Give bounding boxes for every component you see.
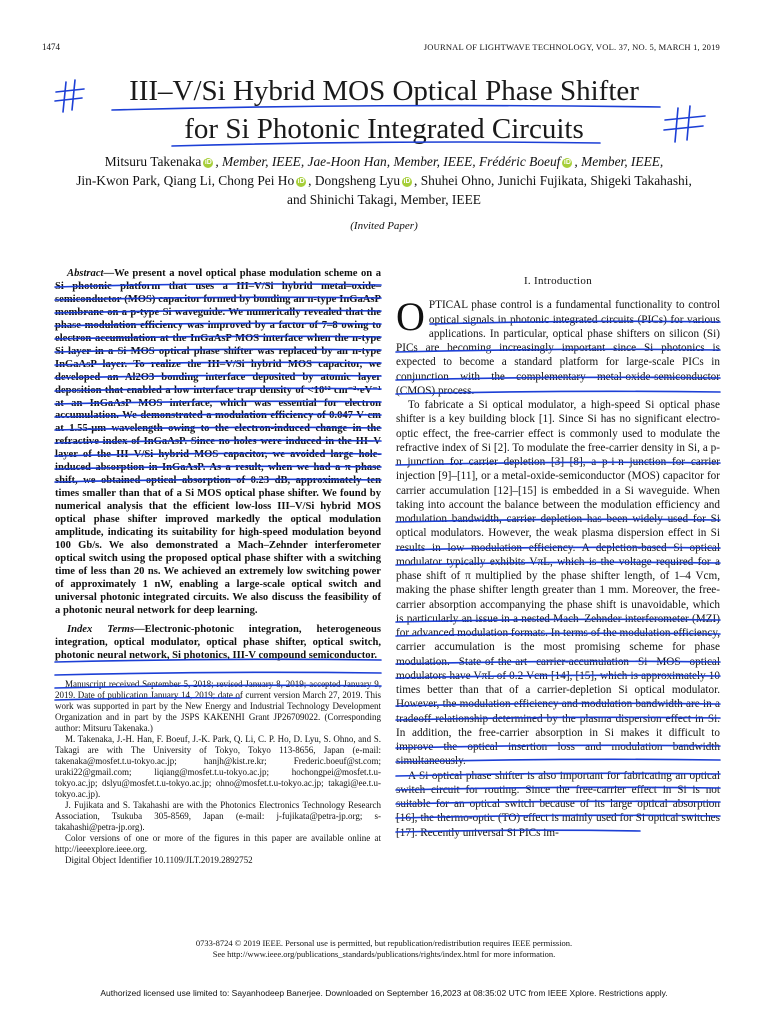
orcid-icon[interactable]: iD: [563, 159, 571, 166]
right-column: [396, 274, 720, 840]
author-line-2: Jin-Kwon Park, Qiang Li, Chong Pei Ho iD , Dongsheng Lyu iD , Shuhei Ohno, Junichi Fujikata, Shigeki Takahashi,: [76, 173, 692, 188]
author-list: [50, 152, 718, 209]
index-terms-label: Index Terms: [67, 623, 134, 635]
author-line-3: and Shinichi Takagi, Member, IEEE: [287, 192, 481, 207]
page-number: 1474: [42, 42, 60, 52]
invited-label: (Invited Paper): [350, 220, 418, 232]
abstract-label: Abstract: [67, 268, 104, 279]
copyright-footer: [0, 938, 768, 960]
footnote: Manuscript received September 5, 2018; revised January 8, 2019; accepted January 9, 2019. Date of publication January 14, 2019; date of current version March 27, 2019. This work was supported in part by the New Energy and Industrial Technology Development Organization and in part by the JSPS KAKENHI Grant JP26709022. (Corresponding author: Mitsuru Takenaka.): [55, 678, 381, 733]
author-line-1: Mitsuru Takenaka iD , Member, IEEE, Jae-Hoon Han, Member, IEEE, Frédéric Boeuf iD , Member, IEEE,: [104, 154, 664, 169]
paper-title: [0, 72, 768, 148]
footnote: J. Fujikata and S. Takahashi are with the Photonics Electronics Technology Research Association, Tsukuba 305-8569, Japan (e-mail: j-fujikata@petra-jp.org; s-takahashi@petra-jp.org).: [55, 799, 381, 832]
copyright-line-2: See http://www.ieee.org/publications_standards/publications/rights/index.html for more information.: [212, 949, 556, 959]
left-column: [55, 268, 381, 866]
orcid-icon[interactable]: iD: [297, 178, 305, 185]
footnote: Color versions of one or more of the figures in this paper are available online at http://ieeexplore.ieee.org.: [55, 832, 381, 854]
section-heading: I. Introduction: [523, 275, 593, 287]
journal-header: JOURNAL OF LIGHTWAVE TECHNOLOGY, VOL. 37, NO. 5, MARCH 1, 2019: [423, 42, 720, 52]
orcid-icon[interactable]: iD: [403, 178, 411, 185]
abstract: [55, 268, 381, 618]
footnotes: [55, 679, 381, 866]
copyright-line-1: 0733-8724 © 2019 IEEE. Personal use is permitted, but republication/redistribution requires IEEE permission.: [195, 938, 573, 948]
paragraph: PTICAL phase control is a fundamental functionality to control optical signals in photonic integrated circuits (PICs) for various applications. In particular, optical phase shifters on silicon (Si) PICs are becoming increasingly important since Si photonics is expected to become a standard platform for large-scale PICs in conjunction with the complementary metal-oxide-semiconductor (CMOS) process.: [396, 299, 720, 397]
index-terms: [55, 624, 381, 663]
license-notice: Authorized licensed use limited to: Sayanhodeep Banerjee. Downloaded on September 16,2023 at 08:35:02 UTC from IEEE Xplore. Restrictions apply.: [100, 988, 668, 998]
paragraph: To fabricate a Si optical modulator, a high-speed Si optical phase shifter is a key building block [1]. Since Si has no significant electro-optic effect, the free-carrier effect is commonly used to modulate the refractive index of Si [2]. To modulate the free-carrier density in Si, a p-n junction for carrier depletion [3]–[8], a p-i-n junction for carrier injection [9]–[11], or a metal-oxide-semiconductor (MOS) capacitor for carrier accumulation [12]–[15] is embedded in a Si waveguide. When taking into account the balance between the modulation efficiency and modulation bandwidth, carrier depletion has been widely used for Si optical modulators. However, the weak plasma dispersion effect in Si results in low modulation efficiency. A depletion-based Si optical modulator typically exhibits VπL, which is the voltage required for a phase shift of π multiplied by the phase shifter length, of 1–4 Vcm, making the phase shifter length greater than 1 mm. Moreover, the free-carrier absorption accompanying the phase shift is unavoidable, which is particularly an issue in a nested Mach–Zehnder interferometer (MZI) for advanced modulation formats. In terms of the modulation efficiency, carrier accumulation is the most promising scheme for phase modulation. State-of-the-art carrier-accumulation Si MOS optical modulators have VπL of 0.2 Vcm [14], [15], which is approximately 10 times better than that of a carrier-depletion Si optical modulator. However, the modulation efficiency and modulation bandwidth are in a tradeoff relationship determined by the plasma dispersion effect in Si. In addition, the free-carrier absorption in Si makes it difficult to improve the optical insertion loss and modulation bandwidth simultaneously.: [396, 399, 720, 768]
title-line-1: III–V/Si Hybrid MOS Optical Phase Shifter: [129, 75, 639, 107]
footnote: Digital Object Identifier 10.1109/JLT.2019.2892752: [65, 854, 253, 865]
paragraph: A Si optical phase shifter is also important for fabricating an optical switch circuit for routing. Since the free-carrier effect in Si is not suitable for an optical switch because of its large optical absorption [16], the thermo-optic (TO) effect is mainly used for Si optical switches [17]. Recently universal Si PICs im-: [396, 769, 720, 839]
footnote: M. Takenaka, J.-H. Han, F. Boeuf, J.-K. Park, Q. Li, C. P. Ho, D. Lyu, S. Ohno, and S. Takagi are with The University of Tokyo, Tokyo 113-8656, Japan (e-mail: takenaka@mosfet.t.u-tokyo.ac.jp; hanjh@kist.re.kr; Frederic.boeuf@st.com; uraki22@gmail.com; liqiang@mosfet.t.u-tokyo.ac.jp; hochongpei@mosfet.t.u-tokyo.ac.jp; dslyu@mosfet.t.u-tokyo.ac.jp; ohno@mosfet.t.u-tokyo.ac.jp; takagi@ee.t.u-tokyo.ac.jp).: [55, 733, 381, 799]
drop-cap: O: [396, 294, 425, 340]
orcid-icon[interactable]: iD: [204, 159, 212, 166]
title-line-2: for Si Photonic Integrated Circuits: [184, 113, 584, 145]
abstract-text: —We present a novel optical phase modulation scheme on a Si photonic platform that uses a III–V/Si hybrid metal–oxide–semiconductor (MOS) capacitor formed by bonding an n-type InGaAsP membrane on a p-type Si waveguide. We numerically revealed that the phase modulation efficiency was improved by a factor of 7–8 owing to electron accumulation at the InGaAsP MOS interface when the n-type Si layer in a Si MOS optical phase shifter was replaced by an n-type InGaAsP layer. To realize the III–V/Si hybrid MOS capacitor, we developed an Al2O3 bonding interface deposited by atomic layer deposition that enabled a low interface trap density of <10¹² cm⁻²·eV⁻¹ at an InGaAsP MOS interface, which was essential for electron accumulation. We demonstrated a modulation efficiency of 0.047 V·cm at 1.55-μm wavelength owing to the electron-induced change in the refractive index of InGaAsP. Since no holes were induced in the III–V layer of the III–V/Si hybrid MOS capacitor, we avoided large hole-induced absorption in InGaAsP. As a result, when we had a π phase shift, we obtained optical absorption of 0.23 dB, approximately ten times smaller than that of a Si MOS optical phase shifter. We found by numerical analysis that the efficient low-loss III–V/Si hybrid MOS optical phase shifter improved markedly the optical modulation amplitude, indicating its suitability for high-speed modulation beyond 100 Gb/s. We also demonstrated a Mach–Zehnder interferometer optical switch using the proposed optical phase shifter with a switching time of less than 20 ns. We achieved an extremely low switching power of approximately 1 nW, enabling a large-scale optical switch and universal photonic integrated circuits. We also discuss the feasibility of a photonic neural network for deep learning.: [55, 268, 381, 616]
index-terms-text: —Electronic-photonic integration, heterogeneous integration, optical modulator, optical phase shifter, optical switch, photonic neural network, Si photonics, III-V compound semiconductor.: [55, 623, 381, 661]
